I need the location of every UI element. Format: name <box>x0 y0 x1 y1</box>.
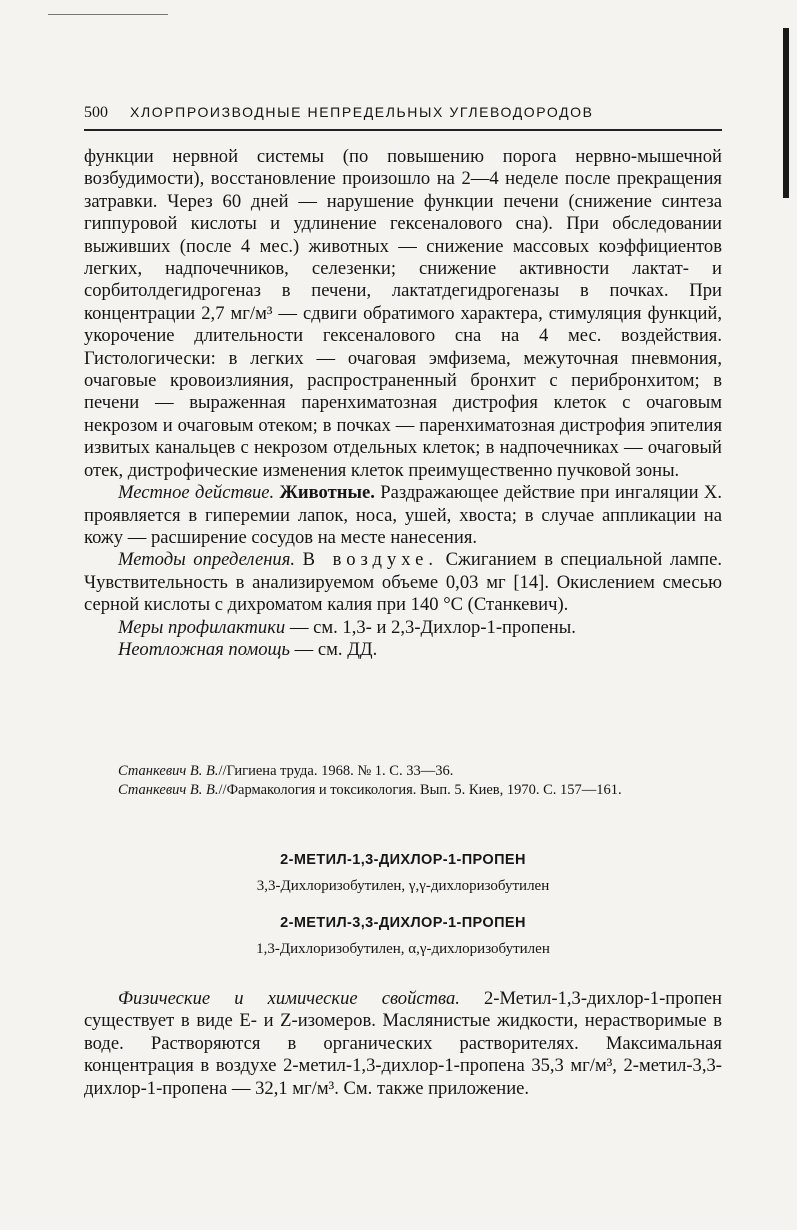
subsection-animals: Животные. <box>279 482 375 504</box>
section-label-first-aid: Неотложная помощь <box>118 638 290 660</box>
references <box>84 762 722 800</box>
main-text <box>84 146 722 661</box>
running-head: ХЛОРПРОИЗВОДНЫЕ НЕПРЕДЕЛЬНЫХ УГЛЕВОДОРОДОВ <box>130 104 594 120</box>
page-header <box>84 104 720 122</box>
section-label-physical: Физические и химические свойства. <box>118 988 460 1009</box>
paragraph-prevention <box>84 617 722 639</box>
scan-top-line <box>48 14 168 15</box>
reference-source: //Гигиена труда. 1968. № 1. С. 33—36. <box>218 763 454 779</box>
compound-synonyms: 3,3-Дихлоризобутилен, γ,γ-дихлоризобутилен <box>256 878 550 894</box>
local-action-text: Раздражающее действие при ингаляции X. проявляется в гиперемии лапок, носа, ушей, хвоста; в случае аппликации на кожу — расширение сосудов на месте нанесения. <box>84 482 722 548</box>
compound-heading <box>84 915 722 958</box>
compound-title: 2-МЕТИЛ-1,3-ДИХЛОР-1-ПРОПЕН <box>280 852 526 868</box>
methods-in-air: В воздухе. <box>302 549 439 571</box>
compound-synonyms: 1,3-Дихлоризобутилен, α,γ-дихлоризобутилен <box>256 941 550 957</box>
physical-properties <box>84 988 722 1100</box>
prevention-text: — см. 1,3- и 2,3-Дихлор-1-пропены. <box>289 616 576 638</box>
reference-source: //Фармакология и токсикология. Вып. 5. Киев, 1970. С. 157—161. <box>218 782 622 798</box>
section-label-local: Местное действие. <box>118 482 275 504</box>
section-label-prevention: Меры профилактики <box>118 616 286 638</box>
paragraph-physical <box>84 988 722 1100</box>
header-rule <box>84 129 722 131</box>
section-label-methods: Методы определения. <box>118 549 296 571</box>
paragraph-toxicity: функции нервной системы (по повышению порога нервно-мышечной возбудимости), восстановление произошло на 2—4 неделе после прекращения затравки. Через 60 дней — нарушение функции печени (снижение синтеза гиппуровой кислоты и удлинение гексеналового сна). При обследовании выживших (после 4 мес.) животных — снижение массовых коэффициентов легких, надпочечников, селезенки; снижение активности лактат- и сорбитолдегидрогеназ в печени, лактатдегидрогеназы в почках. При концентрации 2,7 мг/м³ — сдвиги обратимого характера, стимуляция функций, укорочение длительности гексеналового сна на 4 мес. воздействия. Гистологически: в легких — очаговая эмфизема, межуточная пневмония, очаговые кровоизлияния, распространенный бронхит с перибронхитом; в печени — выраженная паренхиматозная дистрофия клеток с очаговым некрозом и очаговым отеком; в почках — паренхиматозная дистрофия эпителия извитых канальцев с некрозом отдельных клеток; в надпочечниках — очаговый отек, дистрофические изменения клеток преимущественно пучковой зоны. <box>84 146 722 481</box>
compound-title: 2-МЕТИЛ-3,3-ДИХЛОР-1-ПРОПЕН <box>280 915 526 931</box>
scan-page-edge <box>783 28 789 198</box>
page-number: 500 <box>84 104 108 121</box>
reference-item <box>84 781 722 800</box>
reference-item <box>84 762 722 781</box>
compound-heading <box>84 852 722 895</box>
paragraph-methods <box>84 549 722 616</box>
physical-text: 2-Метил-1,3-дихлор-1-пропен существует в виде E- и Z-изомеров. Маслянистые жидкости, нерастворимые в воде. Растворяются в органических растворителях. Максимальная концентрация в воздухе 2-метил-1,3-дихлор-1-пропена 35,3 мг/м³, 2-метил-3,3-дихлор-1-пропена — 32,1 мг/м³. См. также приложение. <box>84 988 722 1099</box>
reference-author: Станкевич В. В. <box>118 782 219 798</box>
first-aid-text: — см. ДД. <box>294 638 378 660</box>
paragraph-first-aid <box>84 639 722 661</box>
paragraph-local-action <box>84 482 722 549</box>
reference-author: Станкевич В. В. <box>118 763 219 779</box>
methods-text: Сжиганием в специальной лампе. Чувствительность в анализируемом объеме 0,03 мг [14]. Окислением смесью серной кислоты с дихроматом калия при 140 °C (Станкевич). <box>84 549 722 616</box>
